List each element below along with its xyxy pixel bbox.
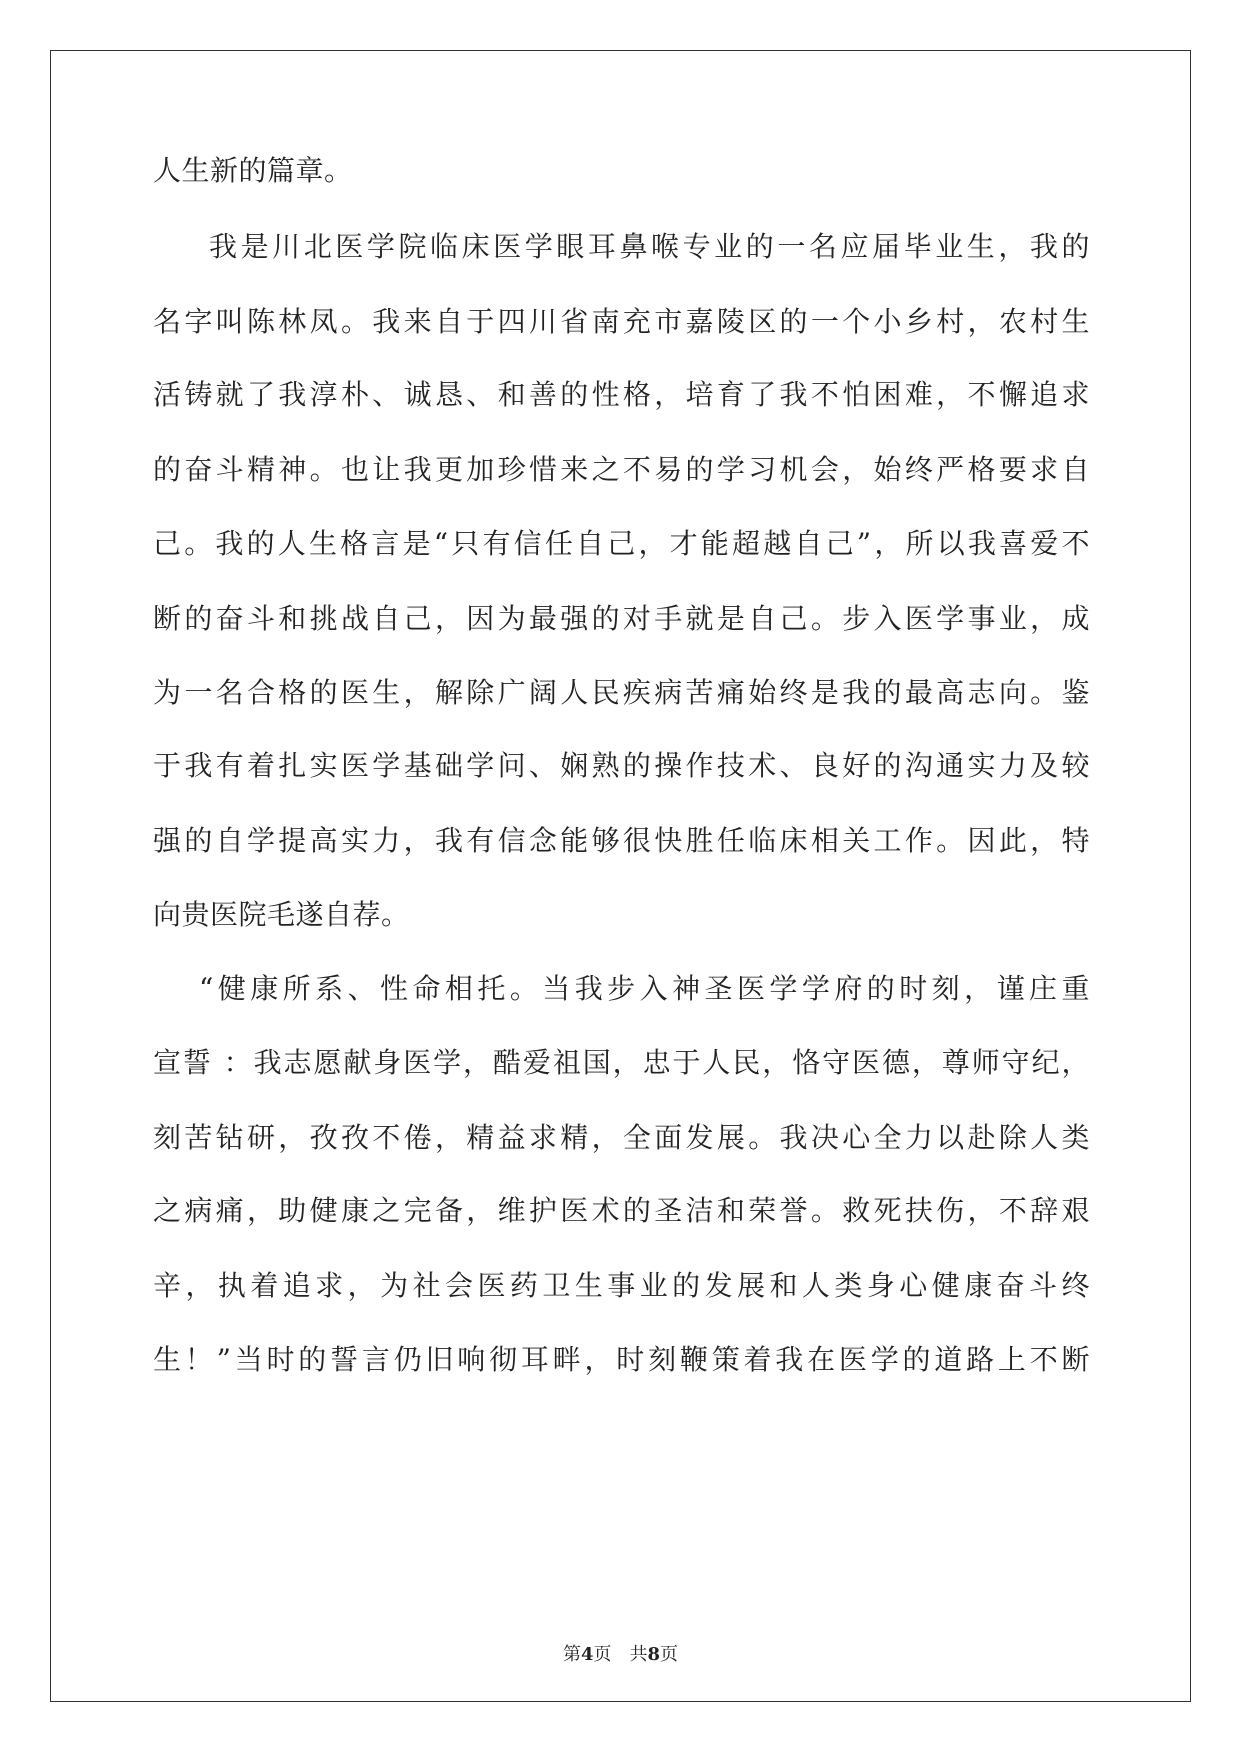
text-line: 生！”当时的誓言仍旧响彻耳畔，时刻鞭策着我在医学的道路上不断 xyxy=(153,1343,1090,1376)
page-number: 4 xyxy=(580,1644,594,1665)
total-label-suffix: 页 xyxy=(660,1644,679,1665)
text-line: “健康所系、性命相托。当我步入神圣医学学府的时刻，谨庄重 xyxy=(199,972,1090,1005)
text-line: 活铸就了我淳朴、诚恳、和善的性格，培育了我不怕困难，不懈追求 xyxy=(153,378,1090,411)
text-line: 的奋斗精神。也让我更加珍惜来之不易的学习机会，始终严格要求自 xyxy=(153,453,1090,486)
text-line: 辛，执着追求，为社会医药卫生事业的发展和人类身心健康奋斗终 xyxy=(153,1269,1090,1302)
page-label-prefix: 第 xyxy=(562,1644,581,1665)
text-line: 宣誓 ：我志愿献身医学，酷爱祖国，忠于人民，恪守医德，尊师守纪， xyxy=(153,1046,1090,1079)
text-line: 己。我的人生格言是“只有信任自己，才能超越自己”，所以我喜爱不 xyxy=(153,527,1090,560)
page-label-suffix: 页 xyxy=(593,1644,612,1665)
total-pages: 8 xyxy=(647,1644,661,1665)
text-line: 之病痛，助健康之完备，维护医术的圣洁和荣誉。救死扶伤，不辞艰 xyxy=(153,1194,1090,1227)
page-border xyxy=(50,50,1191,1702)
text-line: 人生新的篇章。 xyxy=(153,154,353,187)
total-label-prefix: 共 xyxy=(629,1644,648,1665)
text-line: 我是川北医学院临床医学眼耳鼻喉专业的一名应届毕业生，我的 xyxy=(209,230,1090,263)
text-line: 刻苦钻研，孜孜不倦，精益求精，全面发展。我决心全力以赴除人类 xyxy=(153,1121,1090,1154)
text-line: 于我有着扎实医学基础学问、娴熟的操作技术、良好的沟通实力及较 xyxy=(153,749,1090,782)
text-line: 向贵医院毛遂自荐。 xyxy=(153,898,410,931)
text-line: 强的自学提高实力，我有信念能够很快胜任临床相关工作。因此，特 xyxy=(153,824,1090,857)
page-footer xyxy=(0,1643,1241,1667)
text-line: 名字叫陈林凤。我来自于四川省南充市嘉陵区的一个小乡村，农村生 xyxy=(153,305,1090,338)
text-line: 为一名合格的医生，解除广阔人民疾病苦痛始终是我的最高志向。鉴 xyxy=(153,676,1090,709)
text-line: 断的奋斗和挑战自己，因为最强的对手就是自己。步入医学事业，成 xyxy=(153,602,1090,635)
